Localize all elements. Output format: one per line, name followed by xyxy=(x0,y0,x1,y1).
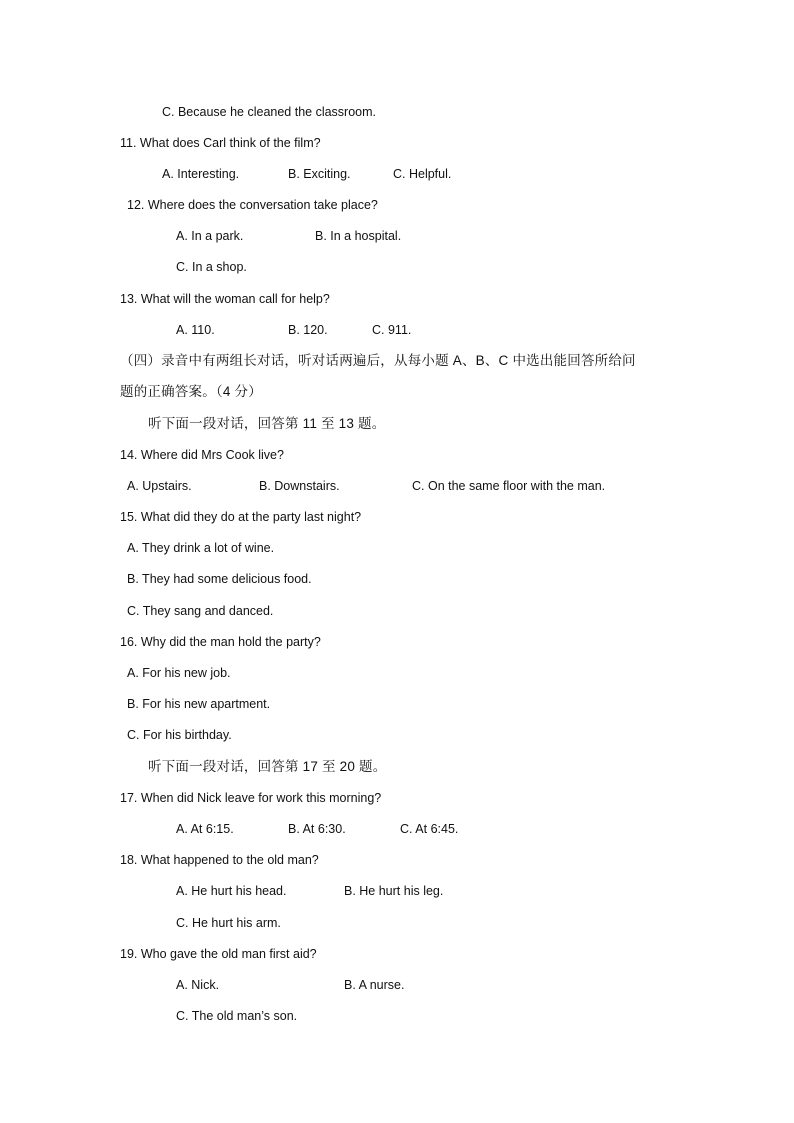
answer-option: C. He hurt his arm. xyxy=(176,916,281,930)
question-19: 19. Who gave the old man first aid? xyxy=(120,947,317,961)
answer-option: A. Interesting. xyxy=(162,167,240,181)
answer-option: A. At 6:15. xyxy=(176,822,234,836)
answer-option: C. Helpful. xyxy=(393,167,452,181)
answer-option: B. In a hospital. xyxy=(315,229,402,243)
answer-option: A. In a park. xyxy=(176,229,244,243)
answer-option: C. For his birthday. xyxy=(127,728,232,742)
question-16: 16. Why did the man hold the party? xyxy=(120,635,321,649)
answer-option: B. 120. xyxy=(288,323,328,337)
answer-option: B. Exciting. xyxy=(288,167,351,181)
section-instruction-cont: 题的正确答案。（4 分） xyxy=(120,384,262,399)
question-17: 17. When did Nick leave for work this morning? xyxy=(120,791,382,805)
section-instruction: （四）录音中有两组长对话，听对话两遍后，从每小题 A、B、C 中选出能回答所给问 xyxy=(120,353,636,368)
question-15: 15. What did they do at the party last night? xyxy=(120,510,362,524)
answer-option: C. 911. xyxy=(372,323,412,337)
answer-option: A. Nick. xyxy=(176,978,220,992)
answer-option: C. In a shop. xyxy=(176,260,247,274)
answer-option: B. They had some delicious food. xyxy=(127,572,312,586)
listening-direction: 听下面一段对话，回答第 11 至 13 题。 xyxy=(148,416,386,431)
answer-option: B. He hurt his leg. xyxy=(344,884,444,898)
question-14: 14. Where did Mrs Cook live? xyxy=(120,448,284,462)
answer-option: C. They sang and danced. xyxy=(127,604,274,618)
answer-option: A. Upstairs. xyxy=(127,479,192,493)
answer-option: B. A nurse. xyxy=(344,978,405,992)
answer-option: B. Downstairs. xyxy=(259,479,340,493)
answer-option: A. They drink a lot of wine. xyxy=(127,541,275,555)
answer-option: C. The old man’s son. xyxy=(176,1009,298,1023)
answer-option: A. He hurt his head. xyxy=(176,884,287,898)
answer-option: C. On the same floor with the man. xyxy=(412,479,606,493)
question-13: 13. What will the woman call for help? xyxy=(120,292,330,306)
answer-option: B. At 6:30. xyxy=(288,822,346,836)
answer-option: C. Because he cleaned the classroom. xyxy=(162,105,377,119)
answer-option: C. At 6:45. xyxy=(400,822,459,836)
answer-option: A. For his new job. xyxy=(127,666,231,680)
answer-option: B. For his new apartment. xyxy=(127,697,271,711)
answer-option: A. 110. xyxy=(176,323,215,337)
question-18: 18. What happened to the old man? xyxy=(120,853,319,867)
question-12: 12. Where does the conversation take place? xyxy=(127,198,378,212)
question-11: 11. What does Carl think of the film? xyxy=(120,136,321,150)
listening-direction: 听下面一段对话，回答第 17 至 20 题。 xyxy=(148,759,387,774)
